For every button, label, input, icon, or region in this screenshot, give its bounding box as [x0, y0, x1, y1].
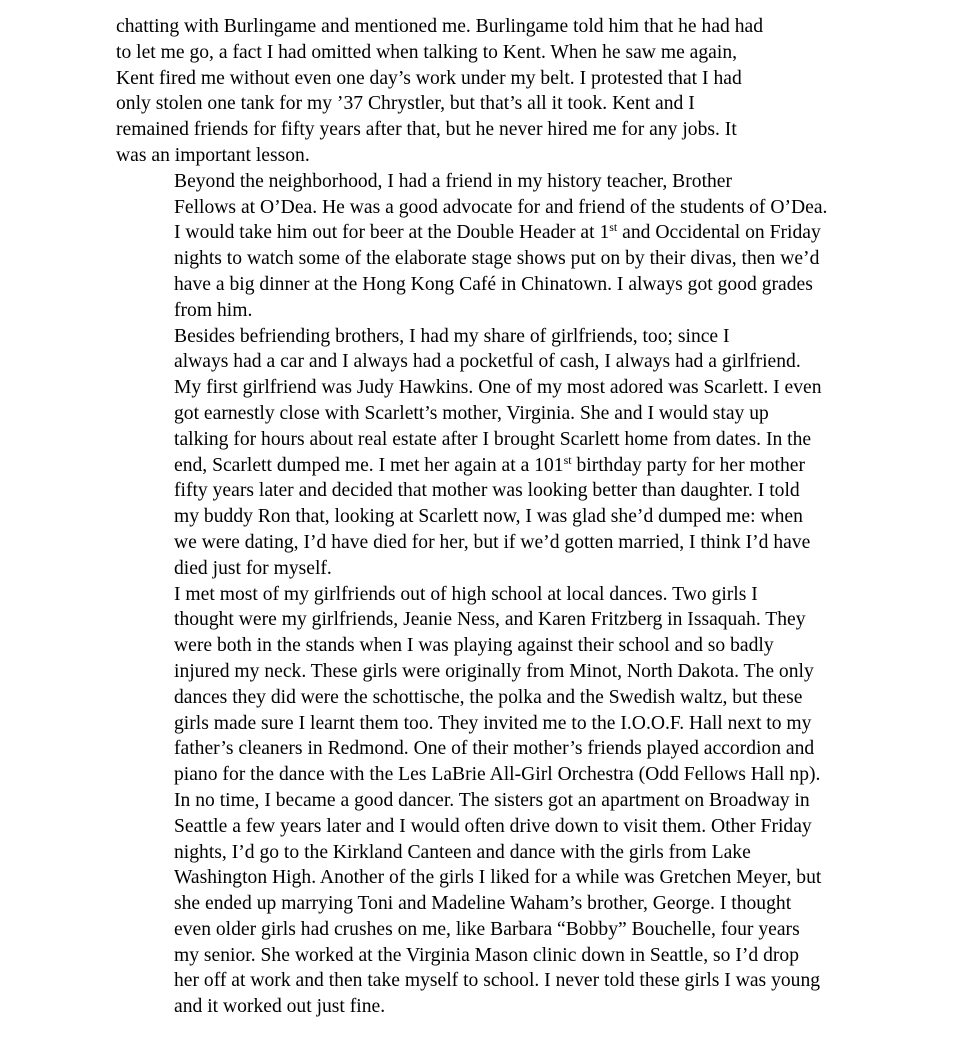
text-line: Kent fired me without even one day’s work under my belt. I protested that I had: [116, 67, 742, 89]
text-line: [116, 453, 868, 479]
text-line: nights, I’d go to the Kirkland Canteen and dance with the girls from Lake: [174, 841, 751, 863]
text-line: girls made sure I learnt them too. They invited me to the I.O.O.F. Hall next to my: [174, 712, 812, 734]
text-segment: I would take him out for beer at the Double Header at 1: [174, 222, 610, 244]
text-line: got earnestly close with Scarlett’s mother, Virginia. She and I would stay up: [174, 402, 769, 424]
text-line: In no time, I became a good dancer. The sisters got an apartment on Broadway in: [174, 789, 810, 811]
text-line: I met most of my girlfriends out of high school at local dances. Two girls I: [174, 583, 758, 605]
text-line: piano for the dance with the Les LaBrie All-Girl Orchestra (Odd Fellows Hall np).: [174, 764, 821, 786]
text-line: Besides befriending brothers, I had my share of girlfriends, too; since I: [174, 325, 730, 347]
text-line: my senior. She worked at the Virginia Mason clinic down in Seattle, so I’d drop: [174, 944, 799, 966]
text-line: to let me go, a fact I had omitted when talking to Kent. When he saw me again,: [116, 41, 738, 63]
paragraph: [116, 582, 868, 1021]
text-line: remained friends for fifty years after that, but he never hired me for any jobs. It: [116, 119, 737, 141]
text-line: chatting with Burlingame and mentioned me. Burlingame told him that he had had: [116, 16, 763, 37]
paragraph: [116, 324, 868, 582]
text-line: was an important lesson.: [116, 144, 310, 166]
text-line: only stolen one tank for my ’37 Chrystler, but that’s all it took. Kent and I: [116, 93, 695, 115]
text-segment: birthday party for her mother: [571, 454, 805, 476]
text-segment: end, Scarlett dumped me. I met her again at a 101: [174, 454, 564, 476]
text-line: even older girls had crushes on me, like Barbara “Bobby” Bouchelle, four years: [174, 918, 800, 940]
paragraph: [116, 14, 868, 169]
text-line: have a big dinner at the Hong Kong Café in Chinatown. I always got good grades: [174, 273, 813, 295]
text-line: nights to watch some of the elaborate stage shows put on by their divas, then we’d: [174, 248, 820, 270]
text-line: and it worked out just fine.: [174, 996, 386, 1018]
text-line: Washington High. Another of the girls I liked for a while was Gretchen Meyer, but: [174, 867, 822, 889]
text-line: My first girlfriend was Judy Hawkins. One of my most adored was Scarlett. I even: [174, 377, 822, 399]
text-line: dances they did were the schottische, the polka and the Swedish waltz, but these: [174, 686, 803, 708]
text-line: were both in the stands when I was playing against their school and so badly: [174, 635, 774, 657]
text-line: she ended up marrying Toni and Madeline Waham’s brother, George. I thought: [174, 893, 792, 915]
text-line: Seattle a few years later and I would often drive down to visit them. Other Friday: [174, 815, 812, 837]
text-line: talking for hours about real estate after I brought Scarlett home from dates. In the: [174, 428, 812, 450]
text-line: thought were my girlfriends, Jeanie Ness, and Karen Fritzberg in Issaquah. They: [174, 609, 806, 631]
text-line: Fellows at O’Dea. He was a good advocate for and friend of the students of O’Dea.: [174, 196, 828, 218]
text-line: died just for myself.: [174, 557, 332, 579]
text-line: my buddy Ron that, looking at Scarlett now, I was glad she’d dumped me: when: [174, 506, 803, 528]
paragraph: [116, 169, 868, 324]
text-line: Beyond the neighborhood, I had a friend in my history teacher, Brother: [174, 170, 733, 192]
text-line: her off at work and then take myself to school. I never told these girls I was young: [174, 970, 821, 992]
text-line: fifty years later and decided that mother was looking better than daughter. I told: [174, 480, 800, 502]
text-line: father’s cleaners in Redmond. One of their mother’s friends played accordion and: [174, 738, 815, 760]
document-page: [116, 14, 868, 1020]
text-line: from him.: [174, 299, 253, 321]
text-line: injured my neck. These girls were originally from Minot, North Dakota. The only: [174, 660, 814, 682]
ordinal-superscript: st: [609, 220, 618, 235]
text-line: [116, 220, 868, 246]
text-line: we were dating, I’d have died for her, but if we’d gotten married, I think I’d have: [174, 531, 811, 553]
text-segment: and Occidental on Friday: [617, 222, 821, 244]
ordinal-superscript: st: [563, 452, 572, 467]
text-line: always had a car and I always had a pocketful of cash, I always had a girlfriend.: [174, 351, 801, 373]
